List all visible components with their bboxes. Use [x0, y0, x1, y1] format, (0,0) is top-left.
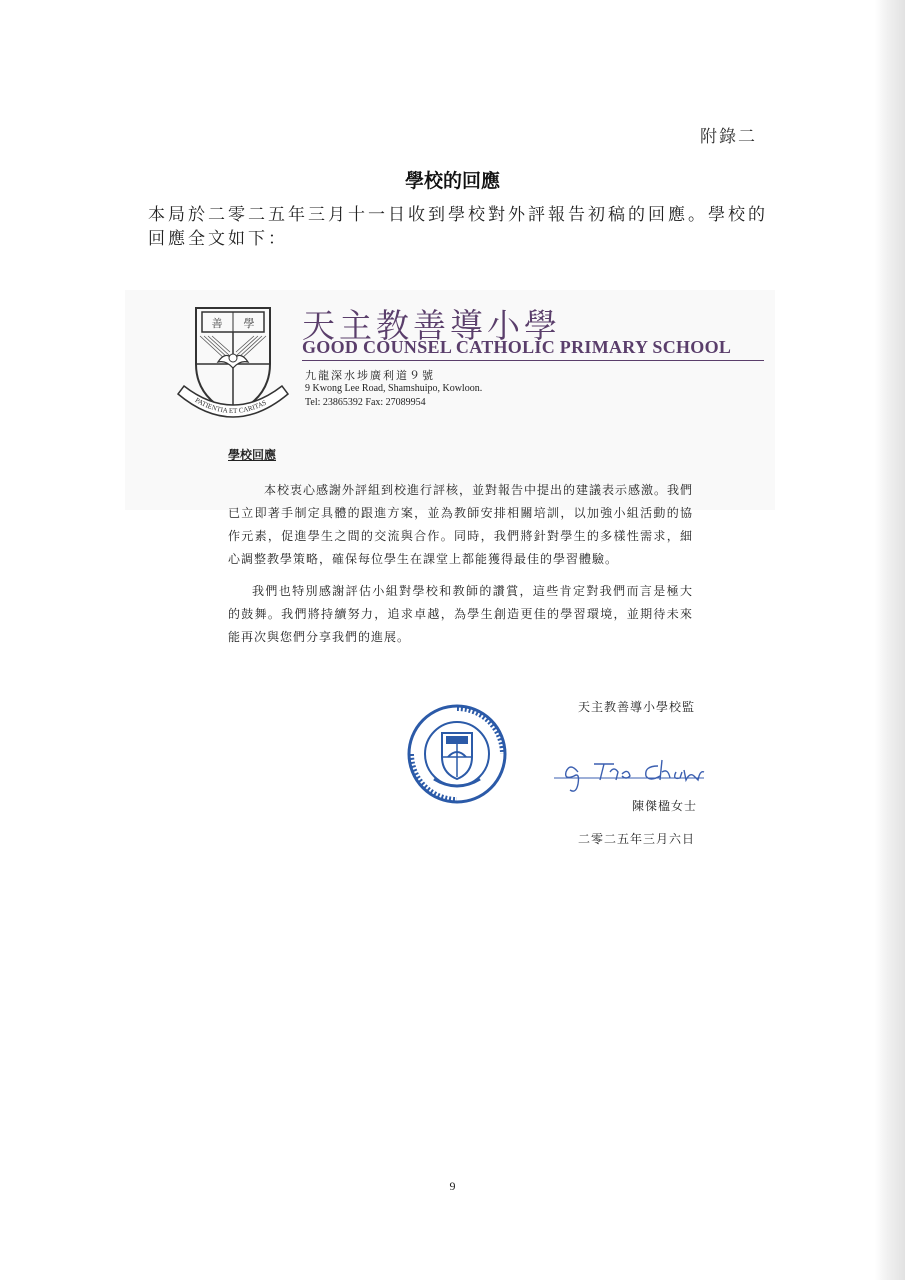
svg-text:善: 善 — [211, 317, 223, 330]
crest-motto: PATIENTIA ET CARITAS — [193, 396, 268, 416]
school-crest-icon — [174, 302, 292, 432]
signature-scribble — [548, 750, 708, 800]
svg-text:學: 學 — [243, 317, 255, 330]
address-en: 9 Kwong Lee Road, Shamshuipo, Kowloon. — [305, 383, 483, 394]
response-paragraph-1: 本校衷心感謝外評組到校進行評核，並對報告中提出的建議表示感激。我們已立即著手制定具體的跟進方案，並為教師安排相關培訓，以加強小組活動的協作元素，促進學生之間的交流與合作。同時，我們將針對學生的多樣性需求，細心調整教學策略，確保每位學生在課堂上都能獲得最佳的學習體驗。 — [228, 483, 694, 566]
appendix-label: 附錄二 — [700, 127, 757, 147]
school-name-cn: 天主教善導小學 — [302, 306, 561, 345]
response-paragraph-2: 我們也特別感謝評估小組對學校和教師的讚賞，這些肯定對我們而言是極大的鼓舞。我們將持續努力，追求卓越，為學生創造更佳的學習環境，並期待未來能再次與您們分享我們的進展。 — [228, 584, 693, 644]
supervisor-title: 天主教善導小學校監 — [578, 700, 696, 714]
page-number: 9 — [449, 1179, 456, 1193]
sign-date: 二零二五年三月六日 — [578, 832, 696, 846]
address-cn: 九龍深水埗廣利道９號 — [305, 369, 435, 382]
school-name-en: GOOD COUNSEL CATHOLIC PRIMARY SCHOOL — [302, 337, 732, 357]
contact-line: Tel: 23865392 Fax: 27089954 — [305, 397, 426, 408]
intro-paragraph: 本局於二零二五年三月十一日收到學校對外評報告初稿的回應。學校的回應全文如下： — [148, 205, 768, 249]
signer-name: 陳傑楹女士 — [632, 799, 698, 813]
letterhead-rule — [302, 360, 764, 361]
page-title: 學校的回應 — [404, 170, 500, 192]
school-seal-icon — [406, 703, 508, 805]
response-heading: 學校回應 — [228, 448, 277, 462]
